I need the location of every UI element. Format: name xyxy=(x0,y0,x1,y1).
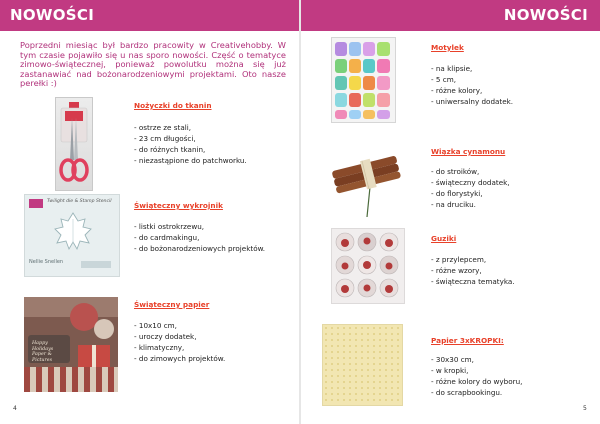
feature-item: - 23 cm długości, xyxy=(134,134,196,143)
product-title-butterfly[interactable]: Motylek xyxy=(431,43,464,52)
feature-item: - 5 cm, xyxy=(431,75,456,84)
product-title-buttons[interactable]: Guziki xyxy=(431,234,457,243)
page-number-right: 5 xyxy=(583,405,587,412)
scissors-features xyxy=(134,122,247,166)
left-page xyxy=(0,0,299,424)
feature-item: - klimatyczny, xyxy=(134,343,185,352)
christmas-paper-image xyxy=(24,297,118,392)
cinnamon-features xyxy=(431,166,510,210)
butterfly-features xyxy=(431,63,513,107)
feature-item: - uniwersalny dodatek. xyxy=(431,97,514,106)
feature-item: - do bożonarodzeniowych projektów. xyxy=(134,244,266,253)
buttons-image xyxy=(331,228,405,304)
feature-item: - 10x10 cm, xyxy=(134,321,177,330)
die-card-brand: Nellie Snellen xyxy=(29,259,64,265)
feature-item: - z przylepcem, xyxy=(431,255,487,264)
feature-item: - w kropki, xyxy=(431,366,469,375)
paper-pad-text: Happy Holidays Paper & Pictures xyxy=(32,341,54,363)
holly-die-image xyxy=(24,194,120,277)
feature-item: - listki ostrokrzewu, xyxy=(134,222,205,231)
left-header-title: NOWOŚCI xyxy=(10,6,95,24)
buttons-features xyxy=(431,254,515,287)
die-card-strip xyxy=(81,261,111,268)
feature-item: - świąteczny dodatek, xyxy=(431,178,510,187)
feature-item: - różne kolory do wyboru, xyxy=(431,377,523,386)
feature-item: - różne kolory, xyxy=(431,86,483,95)
feature-item: - niezastąpione do patchworku. xyxy=(134,156,247,165)
feature-item: - różne wzory, xyxy=(431,266,482,275)
feature-item: - 30x30 cm, xyxy=(431,355,474,364)
feature-item: - uroczy dodatek, xyxy=(134,332,197,341)
die-card-text: Twilight die & Stamp Stencil xyxy=(47,199,112,204)
right-header-bar xyxy=(301,0,600,31)
scissors-image xyxy=(55,97,93,191)
feature-item: - do cardmakingu, xyxy=(134,233,200,242)
butterflies-image xyxy=(331,37,396,123)
intro-paragraph: Poprzedni miesiąc był bardzo pracowity w Creativehobby. W tym czasie pojawiło się u nas sporo nowości. Część o tematyce zimowo-świątecznej, ponieważ powolutku można się już zastanawiać nad bożonarodzeniowymi projektami. Oto nasze perełki :) xyxy=(20,40,286,89)
right-header-title: NOWOŚCI xyxy=(503,6,588,24)
die-features xyxy=(134,221,265,254)
feature-item: - na klipsie, xyxy=(431,64,473,73)
feature-item: - do zimowych projektów. xyxy=(134,354,226,363)
feature-item: - na druciku. xyxy=(431,200,476,209)
product-title-cinnamon[interactable]: Wiązka cynamonu xyxy=(431,147,506,156)
product-title-dotted-paper[interactable]: Papier 3xKROPKI: xyxy=(431,336,504,345)
product-title-die[interactable]: Świąteczny wykrojnik xyxy=(134,201,223,210)
feature-item: - do scrapbookingu. xyxy=(431,388,503,397)
cinnamon-image xyxy=(331,147,403,219)
product-title-scissors[interactable]: Nożyczki do tkanin xyxy=(134,101,212,110)
dotted-paper-image xyxy=(322,324,403,406)
feature-item: - ostrze ze stali, xyxy=(134,123,191,132)
paper-features xyxy=(134,320,225,364)
feature-item: - świąteczna tematyka. xyxy=(431,277,515,286)
left-header-bar xyxy=(0,0,299,31)
die-brand-logo xyxy=(29,199,43,208)
feature-item: - do stroików, xyxy=(431,167,480,176)
dotted-paper-features xyxy=(431,354,522,398)
page-number-left: 4 xyxy=(13,405,17,412)
feature-item: - do różnych tkanin, xyxy=(134,145,206,154)
product-title-paper[interactable]: Świąteczny papier xyxy=(134,300,210,309)
feature-item: - do florystyki, xyxy=(431,189,483,198)
